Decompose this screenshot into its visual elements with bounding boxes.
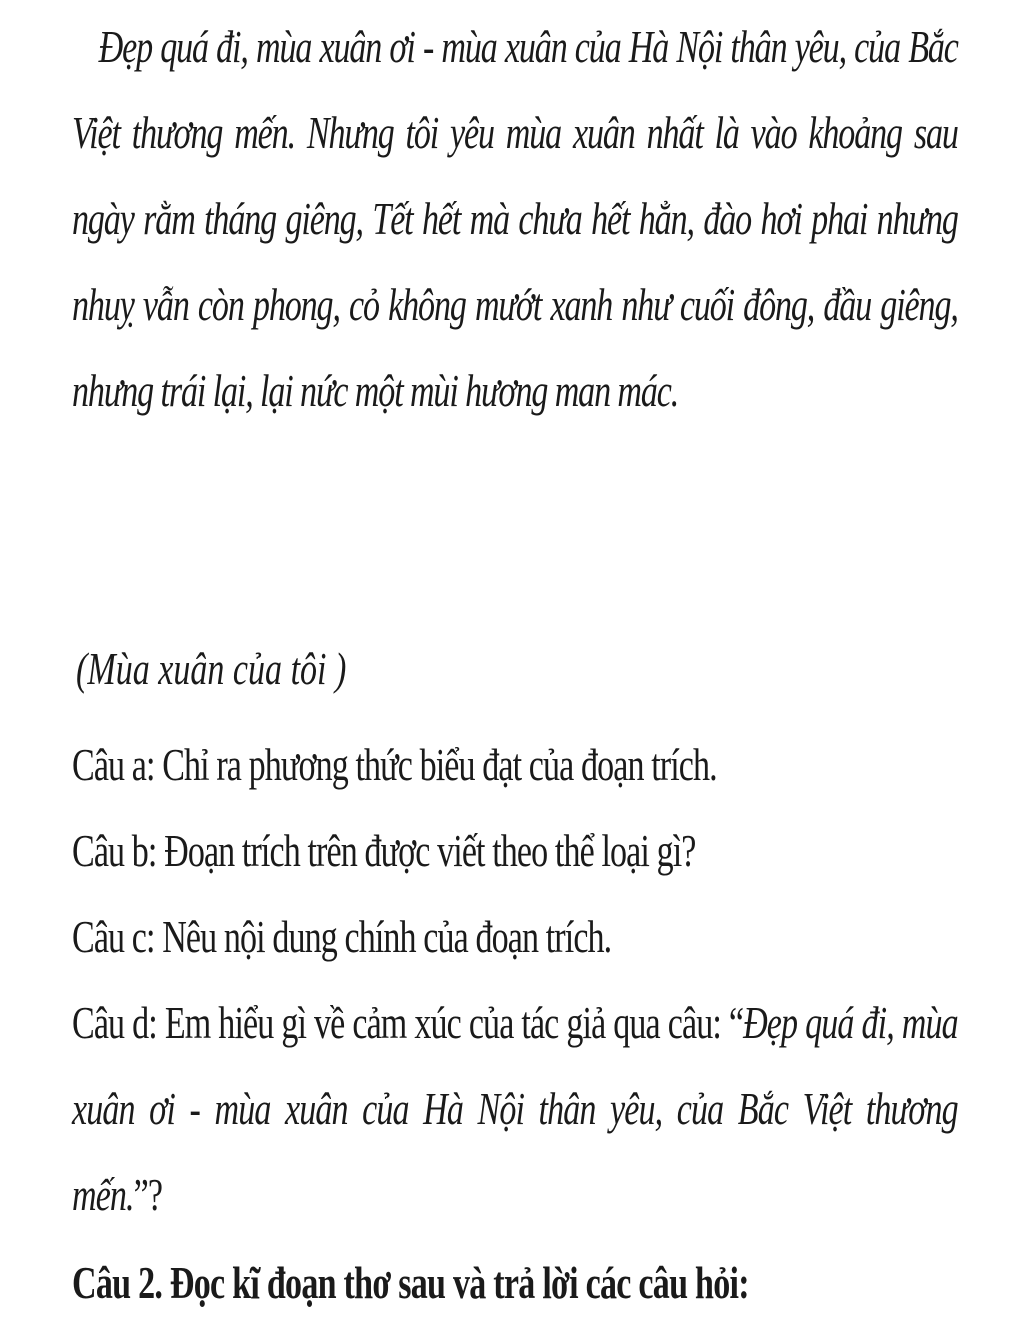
- question-list: [72, 722, 958, 1238]
- question-b: [72, 808, 958, 894]
- question-a-label: Câu a:: [72, 739, 163, 790]
- question-b-text: Đoạn trích trên được viết theo thể loại gì?: [164, 825, 696, 876]
- next-question-heading: Câu 2. Đọc kĩ đoạn thơ sau và trả lời các câu hỏi:: [72, 1257, 749, 1308]
- question-d-text: Em hiểu gì về cảm xúc của tác giả qua câu: “: [164, 997, 744, 1048]
- question-d: [72, 980, 958, 1238]
- question-d-quote: Đẹp quá đi, mùa xuân ơi - mùa xuân của Hà Nội thân yêu, của Bắc Việt thương mến.: [72, 997, 958, 1220]
- question-c: [72, 894, 958, 980]
- question-a: [72, 722, 958, 808]
- source-citation: (Mùa xuân của tôi ): [76, 643, 347, 694]
- question-a-text: Chỉ ra phương thức biểu đạt của đoạn trích.: [162, 739, 717, 790]
- passage-paragraph: Đẹp quá đi, mùa xuân ơi - mùa xuân của Hà Nội thân yêu, của Bắc Việt thương mến. Nhưng tôi yêu mùa xuân nhất là vào khoảng sau ngày rằm tháng giêng, Tết hết mà chưa hết hẳn, đào hơi phai nhưng nhuỵ vẫn còn phong, cỏ không mướt xanh như cuối đông, đầu giêng, nhưng trái lại, lại nức một mùi hương man mác.: [72, 21, 958, 416]
- question-c-text: Nêu nội dung chính của đoạn trích.: [162, 911, 612, 962]
- question-c-label: Câu c:: [72, 911, 163, 962]
- question-b-label: Câu b:: [72, 825, 165, 876]
- question-d-tail: ”?: [133, 1169, 163, 1220]
- question-d-label: Câu d:: [72, 997, 165, 1048]
